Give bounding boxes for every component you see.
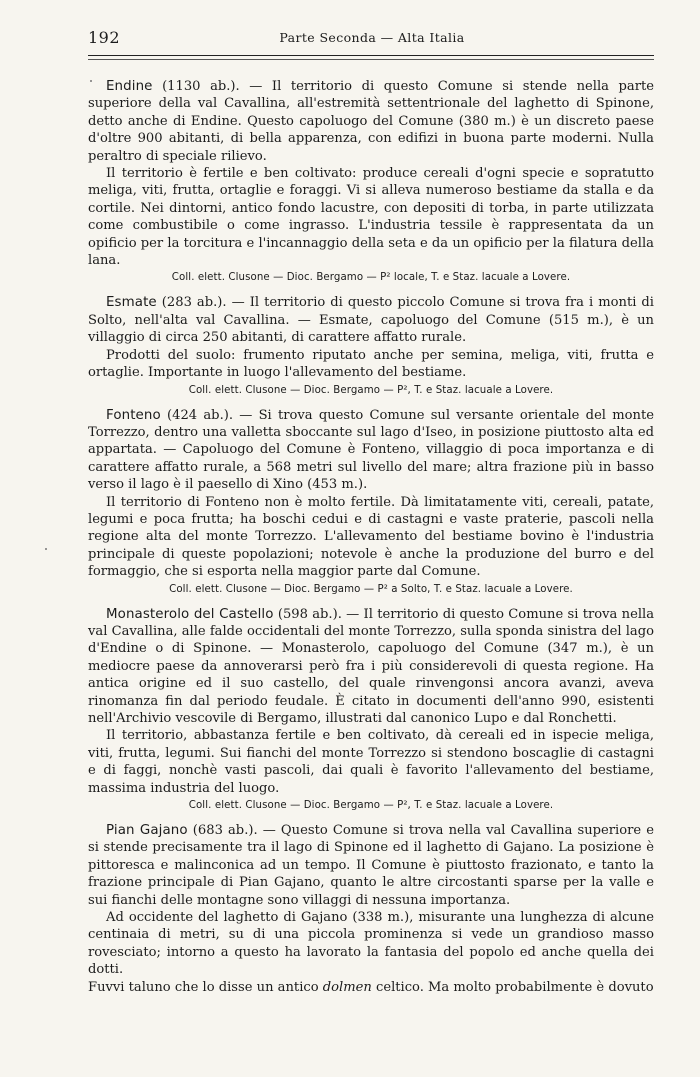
tail-text-after: celtico. Ma molto probabilmente è dovuto (371, 979, 654, 995)
entry-lead-paragraph (88, 822, 654, 909)
entry-paragraph: Prodotti del suolo: frumento riputato anche per semina, meliga, viti, frutta e ortaglie. Importante in luogo l'allevamento del bestiame. (88, 347, 654, 381)
entry-lead: (424 ab.). — Si trova questo Comune sul versante orientale del monte Torrezzo, dentro una valletta sboccante sul lago d'Iseo, in posizione piuttosto alta ed appartata. — Capoluogo del Comune è Fonteno, villaggio di poca importanza e di carattere affatto rurale, a 568 metri sul livello del mare; altra frazione più in basso verso il lago è il paesello di Xino (453 m.). (88, 407, 654, 493)
entry-lead-paragraph (88, 407, 654, 494)
entry-admin-note: Coll. elett. Clusone — Dioc. Bergamo — P², T. e Staz. lacuale a Lovere. (188, 800, 554, 812)
entry-esmate (88, 294, 654, 397)
entry-lead: (283 ab.). — Il territorio di questo piccolo Comune si trova fra i monti di Solto, nell'alta val Cavallina. — Esmate, capoluogo del Comune (515 m.), è un villaggio di circa 250 abitanti, di carattere affatto rurale. (88, 295, 654, 346)
entry-admin-note: Coll. elett. Clusone — Dioc. Bergamo — P² locale, T. e Staz. lacuale a Lovere. (171, 272, 571, 284)
print-speck (45, 548, 47, 550)
entry-pian-gajano (88, 822, 654, 996)
tail-text-before: Fuvvi taluno che lo disse un antico (88, 979, 323, 995)
entry-paragraph-text: Ad occidente del laghetto di Gajano (338 m.), misurante una lunghezza di alcune centinaia di metri, su di una piccola prominenza si vede un grandioso masso rovesciato; intorno a questo ha lavorato la fantasia del popolo ed anche quella dei dotti. (88, 910, 654, 978)
tail-italic-word: dolmen (322, 979, 372, 995)
entry-fonteno (88, 407, 654, 597)
running-title: Parte Seconda — Alta Italia (279, 30, 465, 45)
entry-admin-note: Coll. elett. Clusone — Dioc. Bergamo — P², T. e Staz. lacuale a Lovere. (188, 384, 554, 396)
entry-admin-note: Coll. elett. Clusone — Dioc. Bergamo — P² a Solto, T. e Staz. lacuale a Lovere. (169, 583, 573, 595)
entry-paragraph-tail (88, 979, 654, 996)
entry-name: Endine (106, 79, 153, 94)
entry-paragraph: Il territorio di Fonteno non è molto fertile. Dà limitatamente viti, cereali, patate, legumi e poca frutta; ha boschi cedui e di castagni e vaste praterie, pascoli nella regione alta del monte Torrezzo. L'allevamento del bestiame bovino è l'industria principale di queste popolazioni; notevole è anche la produzione del burro e del formaggio, che si esporta nella maggior parte dal Comune. (88, 494, 654, 580)
entry-name: Fonteno (106, 407, 161, 423)
entry-lead: (1130 ab.). — Il territorio di questo Comune si stende nella parte superiore della val Cavallina, all'estremità settentrionale del laghetto di Spinone, detto anche di Endine. Questo capoluogo del Comune (380 m.) è un discreto paese d'oltre 900 abitanti, di bella apparenza, con edifizi in buona parte moderni. Nulla peraltro di speciale rilievo. (88, 79, 654, 164)
entry-lead-paragraph (88, 294, 654, 346)
entry-lead-paragraph (88, 606, 654, 728)
entry-paragraph: Il territorio è fertile e ben coltivato: produce cereali d'ogni specie e sopratutto meliga, viti, frutta, ortaglie e foraggi. Vi si alleva numeroso bestiame da stalla e da cortile. Nei dintorni, antico fondo lacustre, con depositi di torba, in parte utilizzata come combustibile o come ingrasso. L'industria tessile è rappresentata da un opificio per la torcitura e l'incannaggio della seta e da un opificio per la filatura della lana. (88, 166, 654, 269)
entry-lead-paragraph (88, 78, 654, 165)
text-body (88, 78, 654, 1005)
header-rule-thin (88, 59, 654, 60)
entry-name: Monasterolo del Castello (106, 606, 274, 622)
entry-name: Pian Gajano (106, 823, 188, 839)
entry-lead: (683 ab.). — Questo Comune si trova nella val Cavallina superiore e si stende precisamente tra il lago di Spinone ed il laghetto di Gajano. La posizione è pittoresca e malinconica ad un tempo. Il Comune è piuttosto frazionato, e tanto la frazione principale di Pian Gajano, quanto le altre circostanti sparse per la valle e sui fianchi delle montagne sono villaggi di nessuna importanza. (88, 823, 654, 908)
entry-paragraph (88, 909, 654, 979)
entry-endine (88, 78, 654, 285)
page-header (88, 28, 656, 50)
entry-name: Esmate (106, 295, 157, 311)
header-rule (88, 55, 654, 56)
entry-lead: (598 ab.). — Il territorio di questo Comune si trova nella val Cavallina, alle falde occidentali del monte Torrezzo, sulla sponda sinistra del lago d'Endine o di Spinone. — Monasterolo, capoluogo del Comune (347 m.), è un mediocre paese da annoverarsi però fra i più considerevoli di questa regione. Ha antica origine ed il suo castello, del quale rinvengonsi ancora avanzi, aveva rinomanza fin dal periodo feudale. È citato in documenti dell'anno 990, esistenti nell'Archivio vescovile di Bergamo, illustrati dal canonico Lupo e dal Ronchetti. (88, 606, 654, 726)
entry-monasterolo (88, 606, 654, 813)
print-speck (90, 80, 92, 82)
page-number: 192 (88, 28, 121, 47)
entry-paragraph: Il territorio, abbastanza fertile e ben coltivato, dà cereali ed in ispecie meliga, viti, frutta, legumi. Sui fianchi del monte Torrezzo si stendono boscaglie di castagni e di faggi, nonchè vasti pascoli, dai quali è favorito l'allevamento del bestiame, massima industria del luogo. (88, 728, 654, 796)
